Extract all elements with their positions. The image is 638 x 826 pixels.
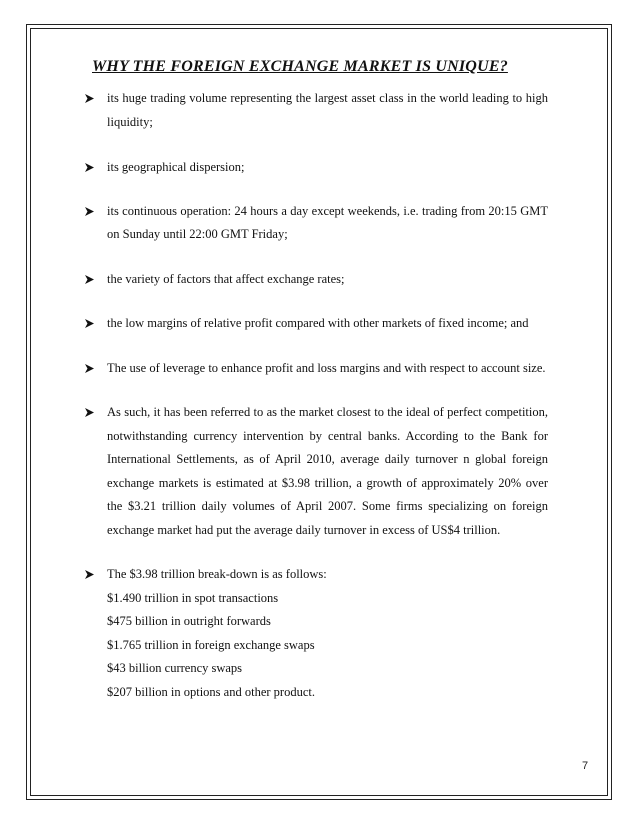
breakdown-line: $43 billion currency swaps <box>107 661 243 675</box>
breakdown-line: $1.490 trillion in spot transactions <box>107 590 279 605</box>
arrowhead-bullet-icon <box>84 206 95 217</box>
breakdown-line: $1.765 trillion in foreign exchange swaps <box>107 637 315 652</box>
bullet-list <box>84 87 548 704</box>
list-item <box>84 563 548 704</box>
list-item-text: The $3.98 trillion break-down is as follows: <box>107 567 327 581</box>
list-item <box>84 268 548 292</box>
list-item <box>84 401 548 542</box>
list-item-text: its continuous operation: 24 hours a day except weekends, i.e. trading from 20:15 GMT on Sunday until 22:00 GMT Friday; <box>107 203 548 241</box>
arrowhead-bullet-icon <box>84 407 95 418</box>
arrowhead-bullet-icon <box>84 569 95 580</box>
list-item <box>84 357 548 381</box>
breakdown-line: $207 billion in options and other product. <box>107 684 315 699</box>
list-item-text: the variety of factors that affect exchange rates; <box>107 271 345 286</box>
page-title: WHY THE FOREIGN EXCHANGE MARKET IS UNIQUE? <box>92 58 508 75</box>
arrowhead-bullet-icon <box>84 363 95 374</box>
list-item-text: its huge trading volume representing the largest asset class in the world leading to high liquidity; <box>107 91 548 129</box>
list-item <box>84 312 548 336</box>
arrowhead-bullet-icon <box>84 162 95 173</box>
list-item <box>84 87 548 134</box>
arrowhead-bullet-icon <box>84 318 95 329</box>
list-item-text: As such, it has been referred to as the market closest to the ideal of perfect competition, notwithstanding currency intervention by central banks. According to the Bank for International Settlements, as of April 2010, average daily turnover n global foreign exchange markets is estimated at $3.98 trillion, a growth of approximately 20% over the $3.21 trillion daily volumes of April 2007. Some firms specializing on foreign exchange market had put the average daily turnover in excess of US$4 trillion. <box>107 405 548 537</box>
arrowhead-bullet-icon <box>84 93 95 104</box>
list-item <box>84 156 548 180</box>
list-item-text: its geographical dispersion; <box>107 160 245 174</box>
list-item-text: the low margins of relative profit compared with other markets of fixed income; and <box>107 316 529 330</box>
page-number: 7 <box>582 760 589 772</box>
list-item <box>84 200 548 247</box>
list-item-text: The use of leverage to enhance profit and loss margins and with respect to account size. <box>107 360 546 375</box>
arrowhead-bullet-icon <box>84 274 95 285</box>
breakdown-line: $475 billion in outright forwards <box>107 614 271 628</box>
